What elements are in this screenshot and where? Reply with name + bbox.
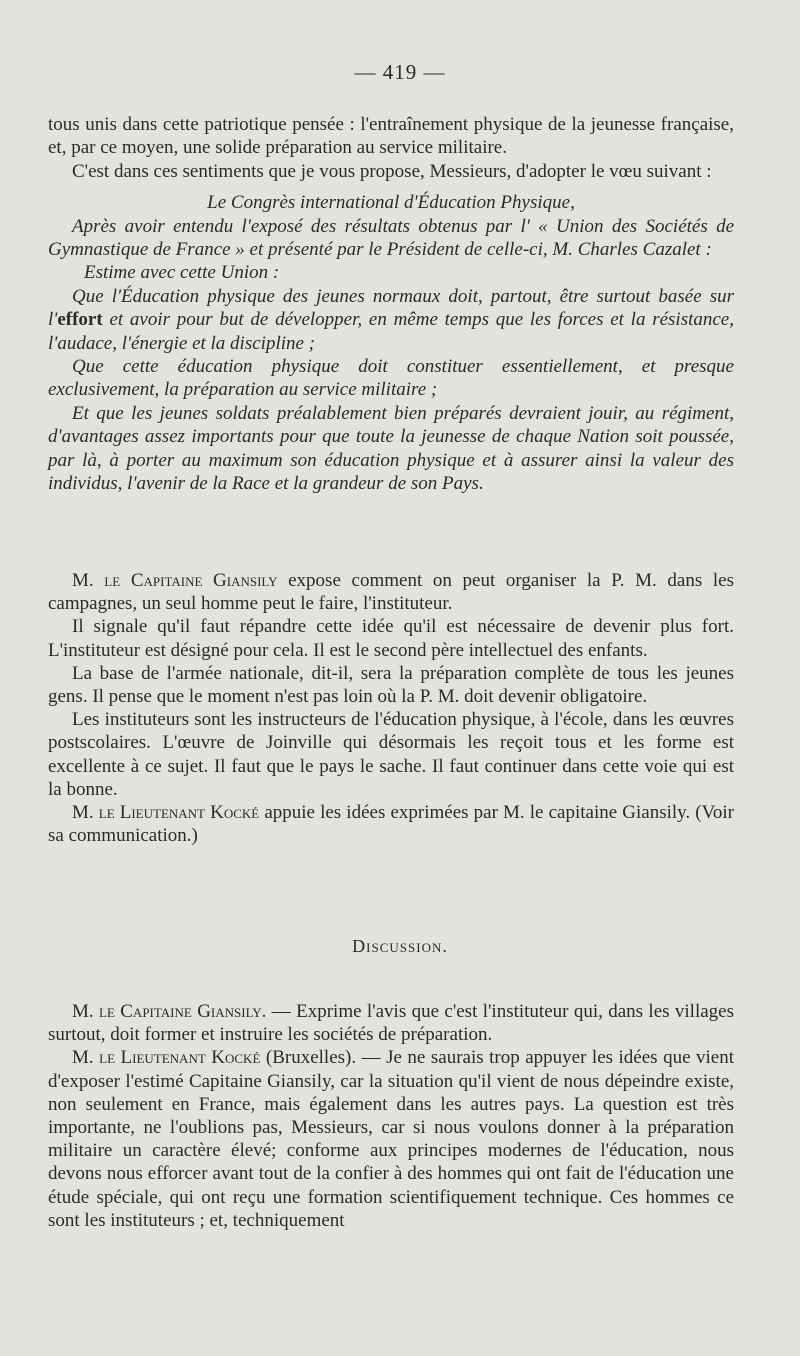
paragraph: C'est dans ces sentiments que je vous propose, Messieurs, d'adopter le vœu suivant : bbox=[72, 160, 712, 182]
text-block-interventions bbox=[48, 569, 734, 847]
speaker-name: M. le Capitaine Giansily bbox=[72, 570, 278, 591]
paragraph bbox=[48, 1046, 734, 1232]
paragraph-text: — Exprime l'avis que c'est l'instituteur qui, dans les villages surtout, doit former et instruire les sociétés de préparation. bbox=[48, 1001, 735, 1046]
voeu-paragraph: Après avoir entendu l'exposé des résultats obtenus par l' « Union des Sociétés de Gymnastique de France » et présenté par le Président de celle-ci, M. Charles Cazalet : bbox=[48, 215, 734, 261]
paragraph-text: expose comment on peut organiser la P. M. dans les campagnes, un seul homme peut le faire, l'instituteur. bbox=[48, 570, 734, 615]
voeu-text: et avoir pour but de développer, en même temps que les forces et la résistance, l'audace, l'énergie et la discipline ; bbox=[48, 309, 734, 354]
paragraph: Il signale qu'il faut répandre cette idée qu'il est nécessaire de devenir plus fort. L'instituteur est désigné pour cela. Il est le second père intellectuel des enfants. bbox=[48, 616, 734, 661]
paragraph: tous unis dans cette patriotique pensée : l'entraînement physique de la jeunesse française, et, par ce moyen, une solide préparation au service militaire. bbox=[48, 114, 734, 159]
voeu-paragraph bbox=[48, 285, 734, 355]
voeu-emphasis: effort bbox=[57, 309, 103, 331]
text-block-voeu bbox=[48, 113, 734, 496]
speaker-name: M. le Lieutenant Kocké bbox=[72, 802, 260, 824]
paragraph: La base de l'armée nationale, dit-il, sera la préparation complète de tous les jeunes gens. Il pense que le moment n'est pas loin où la P. M. doit devenir obligatoire. bbox=[48, 662, 734, 708]
paragraph bbox=[48, 569, 734, 615]
voeu-text: Que l'Éducation physique des jeunes normaux doit, partout, être surtout basée sur l' bbox=[48, 285, 734, 331]
speaker-name: M. le Capitaine Giansily. bbox=[72, 1001, 267, 1022]
voeu-paragraph: Que cette éducation physique doit constituer essentiellement, et presque exclusivement, la préparation au service militaire ; bbox=[48, 356, 734, 401]
paragraph-text: (Bruxelles). — Je ne saurais trop appuyer les idées que vient d'exposer l'estimé Capitaine Giansily, car la situation qu'il vient de nous dépeindre existe, non seulement en France, mais également dans les autres pays. La question est très importante, ne l'oublions pas, Messieurs, car si nous voulons donner à la préparation militaire un caractère élevé; conforme aux principes modernes de l'éducation, nous devons nous efforcer avant tout de la confier à des hommes qui ont fait de l'éducation une étude spéciale, qui ont reçu une formation scientifiquement technique. Ces hommes ce sont les instituteurs ; et, techniquement bbox=[48, 1047, 734, 1231]
text-block-discussion bbox=[48, 1000, 734, 1232]
paragraph-text: appuie les idées exprimées par M. le capitaine Giansily. (Voir sa communication.) bbox=[48, 802, 734, 847]
paragraph bbox=[48, 801, 734, 847]
voeu-title: Le Congrès international d'Éducation Physique, bbox=[207, 192, 575, 214]
voeu-paragraph: Estime avec cette Union : bbox=[84, 262, 280, 284]
voeu-paragraph: Et que les jeunes soldats préalablement bien préparés devraient jouir, au régiment, d'avantages assez importants pour que toute la jeunesse de chaque Nation soit poussée, par là, à porter au maximum son éducation physique et à assurer ainsi la valeur des individus, l'avenir de la Race et la grandeur de son Pays. bbox=[48, 402, 734, 495]
speaker-name: M. le Lieutenant Kocké bbox=[72, 1047, 261, 1069]
paragraph bbox=[48, 1000, 734, 1046]
page-number: — 419 — bbox=[354, 60, 446, 84]
paragraph: Les instituteurs sont les instructeurs de l'éducation physique, à l'école, dans les œuvres postscolaires. L'œuvre de Joinville qui désormais les reçoit tous et les forme est excellente à ce sujet. Il faut que le pays le sache. Il faut continuer dans cette voie qui est la bonne. bbox=[48, 709, 734, 800]
discussion-heading: Discussion. bbox=[352, 936, 448, 956]
